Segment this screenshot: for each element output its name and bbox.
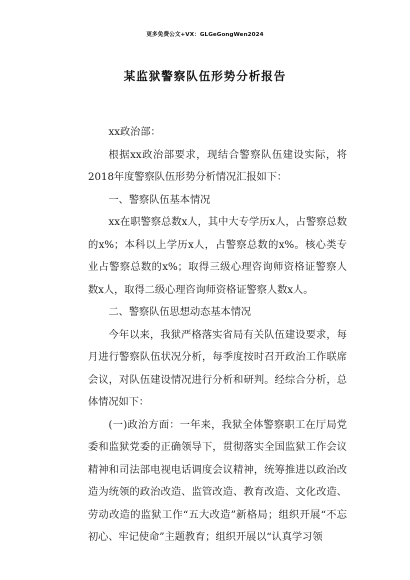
salutation: xx政治部： <box>108 127 161 138</box>
section-2-paragraph: 今年以来，我狱严格落实省局有关队伍建设要求，每月进行警察队伍状况分析，每季度按时召开政治工作联席会议，对队伍建设情况进行分析和研判。经综合分析，总体情况如下： <box>88 329 347 408</box>
intro-paragraph: 根据xx政治部要求，现结合警察队伍建设实际，将2018年度警察队伍形势分析情况汇报如下： <box>88 149 347 183</box>
section-heading-2: 二、警察队伍思想动态基本情况 <box>108 307 252 318</box>
section-heading-1: 一、警察队伍基本情况 <box>108 194 211 206</box>
document-title: 某监狱警察队伍形势分析报告 <box>123 69 287 83</box>
section-1-paragraph: xx在职警察总数x人，其中大专学历x人，占警察总数的x%；本科以上学历x人，占警察总数的x%。核心类专业占警察总数的x%；取得三级心理咨询师资格证警察人数x人，取得二级心理咨询师资格证警察人数x人。 <box>88 217 347 296</box>
document-body <box>88 122 347 550</box>
political-aspect-paragraph: (一)政治方面：一年来，我狱全体警察职工在厅局党委和监狱党委的正确领导下，贯彻落实全国监狱工作会议精神和司法部电视电话调度会议精神，统筹推进以政治改造为统领的政治改造、监管改造、教育改造、文化改造、劳动改造的监狱工作“五大改造”新格局；组织开展“不忘初心、牢记使命”主题教育；组织开展以“认真学习领 <box>88 419 347 543</box>
page-header: 更多免费公文+VX：GLGeGongWen2024 <box>146 32 264 38</box>
